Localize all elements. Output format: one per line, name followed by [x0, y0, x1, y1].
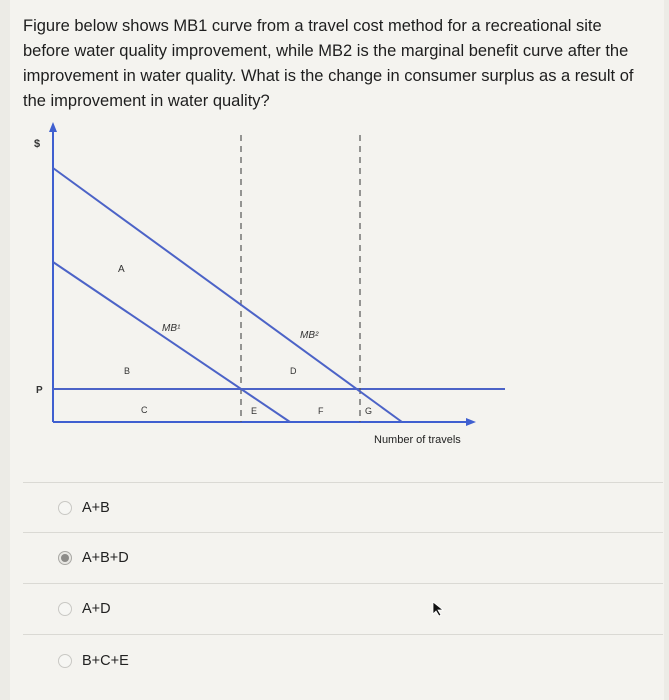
option-divider: [23, 482, 663, 483]
mb1-curve: [53, 262, 290, 422]
option-a-d-label: A+D: [82, 601, 111, 617]
region-a-label: A: [118, 264, 125, 275]
region-d-label: D: [290, 366, 297, 376]
region-f-label: F: [318, 406, 324, 416]
region-b-label: B: [124, 366, 131, 376]
region-g-label: G: [365, 406, 373, 416]
price-label: P: [36, 385, 43, 396]
option-a-b[interactable]: [58, 497, 110, 519]
option-divider: [23, 583, 663, 584]
option-divider: [23, 634, 663, 635]
y-axis-arrow: [49, 122, 57, 132]
option-a-b-d-label: A+B+D: [82, 550, 129, 566]
option-b-c-e-label: B+C+E: [82, 653, 129, 669]
option-a-b-label: A+B: [82, 500, 110, 516]
option-b-c-e[interactable]: [58, 650, 129, 672]
mouse-pointer-icon: [431, 601, 445, 617]
option-a-d-radio[interactable]: [58, 602, 72, 616]
y-axis-label: $: [34, 138, 41, 150]
option-a-b-d[interactable]: [58, 547, 129, 569]
option-a-b-d-radio[interactable]: [58, 551, 72, 565]
question-text: Figure below shows MB1 curve from a travel cost method for a recreational site before water quality improvement, while MB2 is the marginal benefit curve after the improvement in water quality. What is the change in consumer surplus as a result of the improvement in water quality?: [23, 17, 634, 110]
x-axis-label: Number of travels: [374, 434, 461, 446]
option-a-d[interactable]: [58, 598, 111, 620]
option-divider: [23, 532, 663, 533]
x-axis-arrow: [466, 418, 476, 426]
region-c-label: C: [141, 405, 148, 415]
mb1-label: MB¹: [162, 323, 181, 334]
region-e-label: E: [251, 406, 258, 416]
mb2-curve: [53, 168, 402, 422]
mb2-label: MB²: [300, 330, 319, 341]
consumer-surplus-figure: [20, 120, 520, 460]
option-b-c-e-radio[interactable]: [58, 654, 72, 668]
option-a-b-radio[interactable]: [58, 501, 72, 515]
